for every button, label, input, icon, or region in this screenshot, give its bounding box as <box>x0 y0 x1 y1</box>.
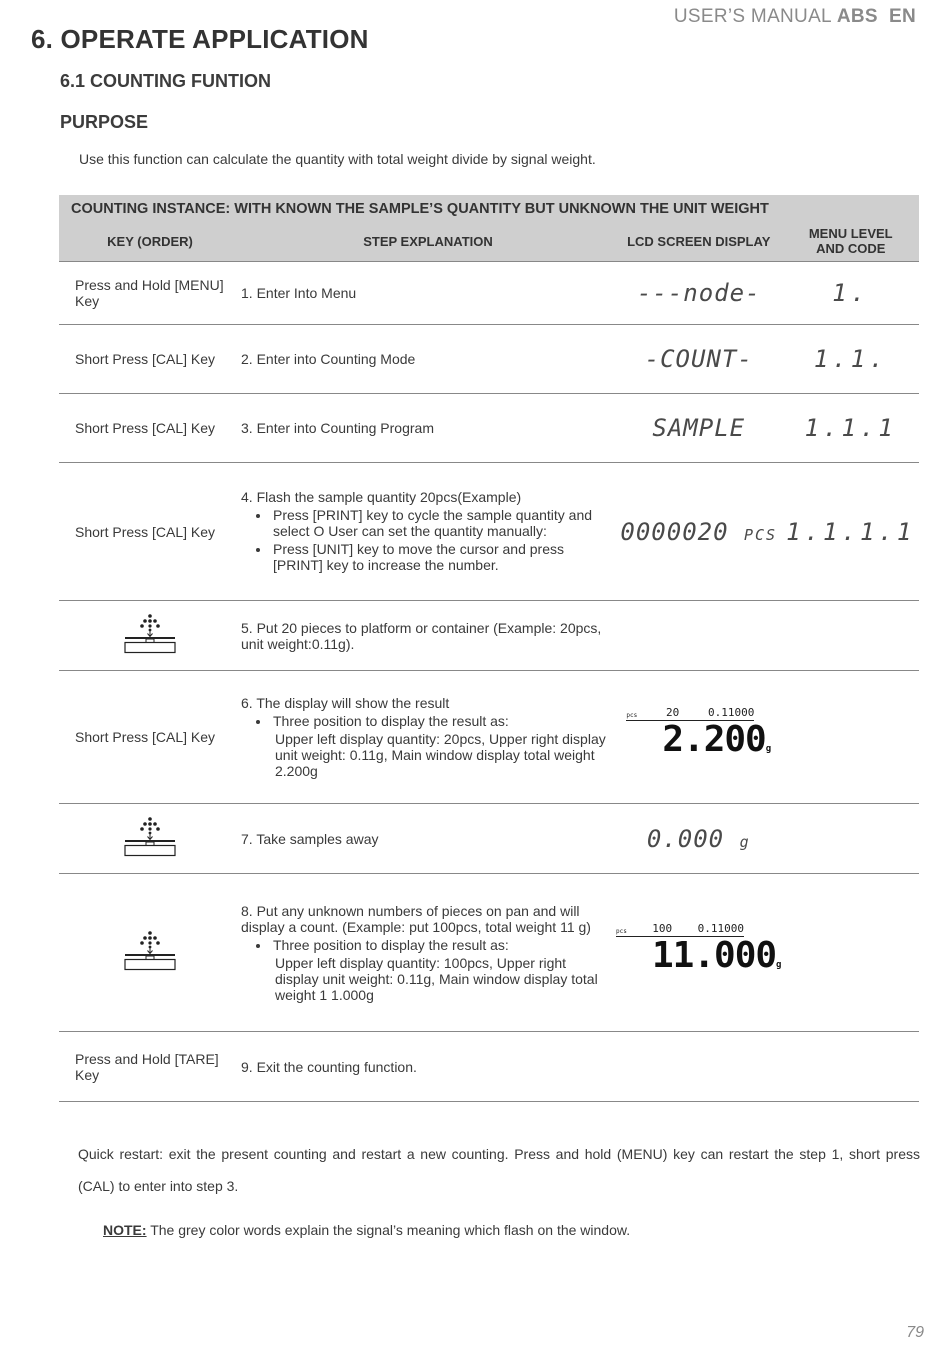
table-title: COUNTING INSTANCE: WITH KNOWN THE SAMPLE’S QUANTITY BUT UNKNOWN THE UNIT WEIGHT <box>59 195 919 221</box>
table-row <box>59 601 919 671</box>
lcd-display <box>647 825 751 853</box>
section-title: 6. OPERATE APPLICATION <box>31 24 369 54</box>
menu-code: 1.1. <box>813 345 888 373</box>
lcd-unit: g <box>776 959 782 970</box>
col-header-key: KEY (ORDER) <box>59 221 241 262</box>
key-cell: Short Press [CAL] Key <box>59 463 241 601</box>
menu-empty <box>782 1032 919 1102</box>
menu-code: 1. <box>832 279 870 307</box>
table-row <box>59 804 919 874</box>
col-header-menu <box>782 221 919 262</box>
note-text: The grey color words explain the signal’s meaning which flash on the window. <box>146 1222 631 1238</box>
purpose-text: Use this function can calculate the quantity with total weight divide by signal weight. <box>79 151 596 167</box>
key-cell: Press and Hold [MENU] Key <box>59 262 241 325</box>
lcd-unit-weight: 0.11000 <box>697 921 744 935</box>
step-cell: 9. Exit the counting function. <box>241 1032 615 1102</box>
lcd-unit: g <box>765 744 772 754</box>
key-cell: Short Press [CAL] Key <box>59 671 241 804</box>
key-cell <box>59 601 241 671</box>
manual-label: USER’S MANUAL <box>673 6 832 27</box>
table-row <box>59 394 919 463</box>
place-weight-icon <box>122 815 178 859</box>
table-row <box>59 262 919 325</box>
menu-empty <box>782 874 919 1032</box>
step-cell: 1. Enter Into Menu <box>241 262 615 325</box>
note <box>103 1222 630 1238</box>
lcd-main-value: 2.200 <box>662 719 766 760</box>
lcd-display: ---node- <box>636 279 761 307</box>
page-number: 79 <box>906 1324 924 1341</box>
lcd-screen <box>616 922 781 984</box>
lcd-value: 0000020 <box>620 517 729 546</box>
lcd-screen <box>626 706 771 768</box>
col-header-menu-line1: MENU LEVEL <box>808 226 893 241</box>
col-header-step: STEP EXPLANATION <box>241 221 615 262</box>
step-text: 8. Put any unknown numbers of pieces on pan and will display a count. (Example: put 100pcs, total weight 11 g) <box>241 902 591 935</box>
place-weight-icon <box>122 612 178 656</box>
step-bullet: • Three position to display the result as: <box>271 713 609 729</box>
lcd-main-value: 11.000 <box>652 934 777 976</box>
running-header <box>674 6 916 28</box>
menu-empty <box>782 601 919 671</box>
key-cell <box>59 804 241 874</box>
col-header-menu-line2: AND CODE <box>816 241 886 256</box>
lcd-quantity: 20 <box>665 706 680 719</box>
lcd-display <box>620 518 777 546</box>
table-row <box>59 874 919 1032</box>
menu-code: 1.1.1.1 <box>786 517 916 546</box>
col-header-lcd: LCD SCREEN DISPLAY <box>615 221 782 262</box>
subsection-title: 6.1 COUNTING FUNTION <box>60 71 272 91</box>
step-bullet: • Press [UNIT] key to move the cursor and press [PRINT] key to increase the number. <box>271 541 609 573</box>
lcd-quantity: 100 <box>652 921 673 935</box>
lcd-empty <box>615 601 782 671</box>
step-cell: 7. Take samples away <box>241 804 615 874</box>
counting-steps-table <box>59 195 919 1102</box>
lcd-display: SAMPLE <box>652 414 746 442</box>
step-detail: Upper left display quantity: 100pcs, Upper right display unit weight: 0.11g, Main window display total weight 1 1.000g <box>275 954 598 1003</box>
lcd-value: 0.000 <box>646 824 725 853</box>
lcd-unit: PCS <box>744 525 778 544</box>
lcd-unit-weight: 0.11000 <box>707 706 755 719</box>
step-cell <box>241 463 615 601</box>
menu-empty <box>782 804 919 874</box>
lcd-display: -COUNT- <box>644 345 753 373</box>
table-row <box>59 1032 919 1102</box>
table-row <box>59 463 919 601</box>
key-cell: Short Press [CAL] Key <box>59 325 241 394</box>
lcd-empty <box>615 1032 782 1102</box>
key-cell: Short Press [CAL] Key <box>59 394 241 463</box>
place-weight-icon <box>122 929 178 973</box>
table-row <box>59 671 919 804</box>
step-cell <box>241 671 615 804</box>
step-text: 6. The display will show the result <box>241 695 450 711</box>
lcd-pcs-indicator: pcs <box>616 927 627 935</box>
step-cell <box>241 874 615 1032</box>
step-bullet: • Press [PRINT] key to cycle the sample quantity and select O User can set the quantity manually: <box>271 507 609 539</box>
step-cell: 2. Enter into Counting Mode <box>241 325 615 394</box>
step-text: 4. Flash the sample quantity 20pcs(Example) <box>241 488 522 505</box>
language-label: EN <box>889 6 916 27</box>
key-cell <box>59 874 241 1032</box>
table-row <box>59 325 919 394</box>
menu-empty <box>782 671 919 804</box>
model-label: ABS <box>836 6 878 27</box>
menu-code: 1.1.1 <box>804 414 897 442</box>
quick-restart-paragraph: Quick restart: exit the present counting and restart a new counting. Press and hold (MENU) key can restart the step 1, short press (CAL) to enter into step 3. <box>78 1146 920 1194</box>
note-label: NOTE: <box>103 1222 147 1238</box>
step-bullet: • Three position to display the result as: <box>271 937 609 953</box>
step-cell: 5. Put 20 pieces to platform or container (Example: 20pcs, unit weight:0.11g). <box>241 601 615 671</box>
key-cell: Press and Hold [TARE] Key <box>59 1032 241 1102</box>
step-detail: Upper left display quantity: 20pcs, Upper right display unit weight: 0.11g, Main window display total weight 2.200g <box>275 731 606 779</box>
lcd-pcs-indicator: pcs <box>626 712 638 719</box>
purpose-heading: PURPOSE <box>60 112 149 132</box>
lcd-unit: g <box>739 832 751 851</box>
step-cell: 3. Enter into Counting Program <box>241 394 615 463</box>
